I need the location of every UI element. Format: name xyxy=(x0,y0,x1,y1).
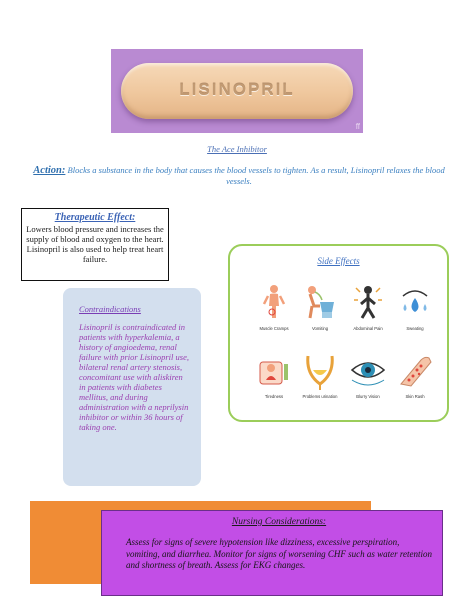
therapeutic-title: Therapeutic Effect: xyxy=(54,212,136,223)
nursing-considerations-box xyxy=(101,510,443,596)
action-text: Blocks a substance in the body that causes the blood vessels to tighten. As a result, Lisinopril relaxes the blood vessels. xyxy=(65,165,445,186)
side-effect-label-3: Abdominal Pain xyxy=(353,326,383,331)
vomiting-icon xyxy=(300,282,340,322)
pill-imprint: LISINOPRIL xyxy=(179,80,295,99)
image-watermark: ff xyxy=(355,122,360,131)
page-subtitle: The Ace Inhibitor xyxy=(207,144,267,154)
contraindications-text: Lisinopril is contraindicated in patients with hyperkalemia, a history of angioedema, renal failure with prior Lisinopril use, bilateral renal artery stenosis, concomitant use with aliskiren in patients with diabetes mellitus, and during administration with a neprilysin inhibitor or within 36 hours of taking one. xyxy=(79,322,189,432)
side-effects-title: Side Effects xyxy=(317,256,360,266)
abdominal-pain-icon xyxy=(348,282,388,322)
tiredness-icon xyxy=(254,350,294,390)
pill-image xyxy=(111,49,363,133)
side-effects-panel xyxy=(228,244,449,422)
therapeutic-effect-box xyxy=(21,208,169,281)
contraindications-title: Contraindications xyxy=(79,304,141,314)
muscle-cramps-icon xyxy=(254,282,294,322)
side-effect-label-1: Muscle Cramps xyxy=(259,326,289,331)
nursing-text: Assess for signs of severe hypotension like dizziness, excessive perspiration, vomiting, and diarrhea. Monitor for signs of worsening CHF such as water retention and shortness of breath. Assess for EKG changes. xyxy=(126,537,433,570)
action-label: Action: xyxy=(33,165,66,176)
side-effect-label-4: Sweating xyxy=(406,326,424,331)
action-paragraph xyxy=(30,165,448,187)
nursing-title: Nursing Considerations: xyxy=(231,517,327,527)
pill-tablet xyxy=(121,63,353,119)
therapeutic-text: Lowers blood pressure and increases the supply of blood and oxygen to the heart. Lisinopril is also used to help treat heart failure. xyxy=(26,224,164,264)
side-effect-label-6: Problems urination xyxy=(302,394,338,399)
urination-problems-icon xyxy=(300,350,340,390)
contraindications-box xyxy=(63,288,201,486)
side-effect-label-8: Skin Rash xyxy=(405,394,425,399)
side-effect-label-7: Blurry Vision xyxy=(356,394,380,399)
sweating-icon xyxy=(395,282,435,322)
side-effect-label-5: Tiredness xyxy=(264,394,284,399)
skin-rash-icon xyxy=(395,350,435,390)
blurry-vision-icon xyxy=(348,350,388,390)
side-effect-label-2: Vomiting xyxy=(311,326,329,331)
